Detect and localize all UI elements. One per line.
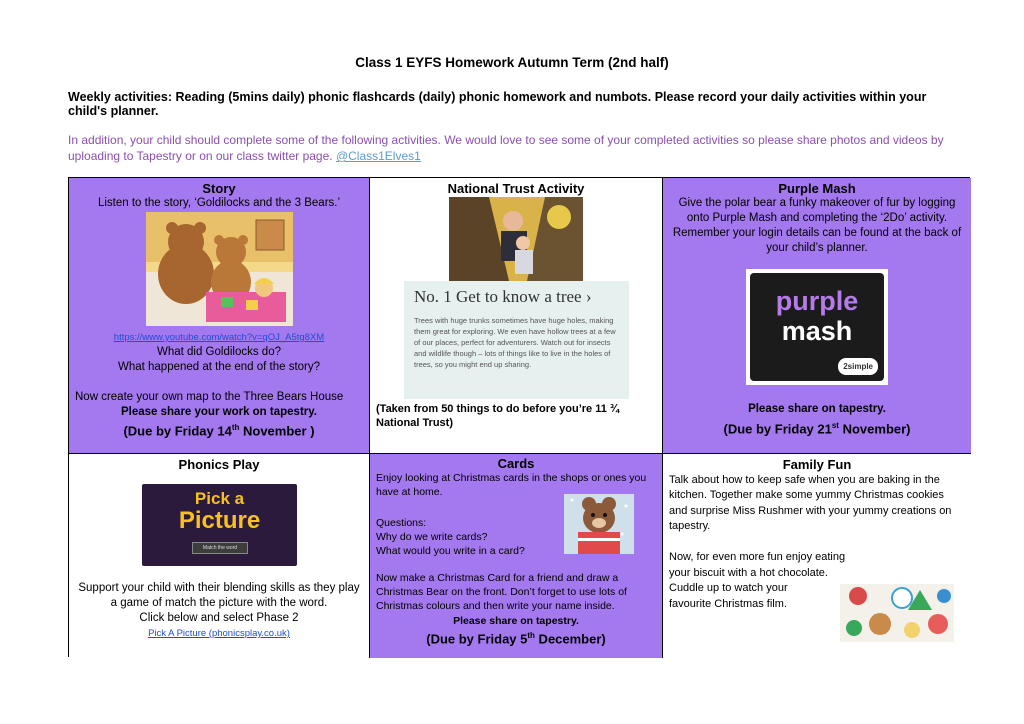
family-fun-line-3: Cuddle up to watch your xyxy=(669,582,788,594)
national-trust-heading: National Trust Activity xyxy=(447,181,585,196)
christmas-bear-image xyxy=(564,494,634,554)
addition-body: In addition, your child should complete some of the following activities. We would love to see some of your completed activities so please share photos and videos by uploading to Tapestry or on our class twitter page. xyxy=(68,133,944,163)
cards-share: Please share on tapestry. xyxy=(453,615,579,627)
family-fun-cell xyxy=(663,454,971,658)
family-fun-line-1: Now, for even more fun enjoy eating xyxy=(669,551,846,563)
cards-questions-label: Questions: xyxy=(376,517,427,529)
addition-text xyxy=(68,132,958,164)
story-intro: Listen to the story, ‘Goldilocks and the 3 Bears.’ xyxy=(97,197,341,209)
game-title-line2: Picture xyxy=(178,507,261,534)
chevron-right-icon: › xyxy=(585,287,592,306)
family-fun-text: Talk about how to keep safe when you are baking in the kitchen. Together make some yummy Christmas cookies and surprise Miss Rushmer with your yummy creations on tapestry. xyxy=(669,473,952,532)
purple-mash-heading: Purple Mash xyxy=(778,181,856,196)
purple-mash-share: Please share on tapestry. xyxy=(748,403,886,415)
game-button: Match the word xyxy=(192,542,248,554)
family-fun-line-4: favourite Christmas film. xyxy=(669,598,787,610)
purple-mash-cell xyxy=(663,178,971,454)
cards-question-2: What would you write in a card? xyxy=(376,545,525,557)
family-fun-line-2: your biscuit with a hot chocolate. xyxy=(669,567,828,579)
story-heading: Story xyxy=(202,181,236,196)
activity-card-body: Trees with huge trunks sometimes have huge holes, making them great for exploring. We even have hollow trees at a few of our places, perfect for adventurers. Watch out for insects and wildlife though – lots of things like to live in the holes of trees, so you might end up sharing. xyxy=(414,316,616,369)
phonics-click: Click below and select Phase 2 xyxy=(139,612,299,624)
story-video-link[interactable]: https://www.youtube.com/watch?v=qOJ_A5tg8XM xyxy=(113,332,325,343)
cards-due: (Due by Friday 5th December) xyxy=(426,631,606,647)
activity-card-title: No. 1 Get to know a tree xyxy=(414,287,582,306)
purple-mash-logo xyxy=(746,269,888,385)
cards-task: Now make a Christmas Card for a friend and draw a Christmas Bear on the front. Don’t forget to use lots of Christmas colours and then write your name inside. xyxy=(376,572,627,612)
story-question-1: What did Goldilocks do? xyxy=(156,346,281,358)
cards-question-1: Why do we write cards? xyxy=(376,531,488,543)
tree-photo xyxy=(449,197,583,281)
story-cell xyxy=(69,178,370,454)
twitter-link[interactable]: @Class1Elves1 xyxy=(335,149,421,163)
family-fun-heading: Family Fun xyxy=(782,457,852,472)
purple-mash-text: Give the polar bear a funky makeover of fur by logging onto Purple Mash and completing the ‘2Do’ activity. Remember your login details can be found at the back of your child’s planner. xyxy=(672,197,962,254)
activities-grid xyxy=(68,177,970,657)
cards-cell xyxy=(370,454,663,658)
story-share: Please share your work on tapestry. xyxy=(120,406,317,418)
story-question-2: What happened at the end of the story? xyxy=(117,361,321,373)
logo-badge: 2simple xyxy=(838,358,878,375)
national-trust-source: (Taken from 50 things to do before you’re 11 ¾ National Trust) xyxy=(376,403,620,429)
pick-a-picture-image xyxy=(142,484,297,566)
weekly-activities: Weekly activities: Reading (5mins daily) phonic flashcards (daily) phonic homework and numbots. Please record your daily activities within your child's planner. xyxy=(68,90,927,118)
page-title: Class 1 EYFS Homework Autumn Term (2nd half) xyxy=(355,55,669,70)
activity-card xyxy=(404,281,629,399)
phonics-play-heading: Phonics Play xyxy=(178,457,260,472)
purple-mash-due: (Due by Friday 21st November) xyxy=(723,421,911,437)
phonics-play-cell xyxy=(69,454,370,658)
national-trust-cell xyxy=(370,178,663,454)
goldilocks-image xyxy=(146,212,293,326)
christmas-cookies-image xyxy=(840,584,954,642)
cards-heading: Cards xyxy=(497,456,535,471)
game-title-line1: Pick a xyxy=(194,489,245,508)
cards-intro: Enjoy looking at Christmas cards in the shops or ones you have at home. xyxy=(376,472,647,498)
story-task: Now create your own map to the Three Bears House xyxy=(75,391,344,403)
logo-word-purple: purple xyxy=(775,286,859,316)
phonics-text: Support your child with their blending skills as they play a game of match the picture with the word. xyxy=(78,582,360,609)
phonics-link[interactable]: Pick A Picture (phonicsplay.co.uk) xyxy=(148,628,290,639)
story-due: (Due by Friday 14th November ) xyxy=(123,423,315,439)
logo-word-mash: mash xyxy=(781,316,853,346)
